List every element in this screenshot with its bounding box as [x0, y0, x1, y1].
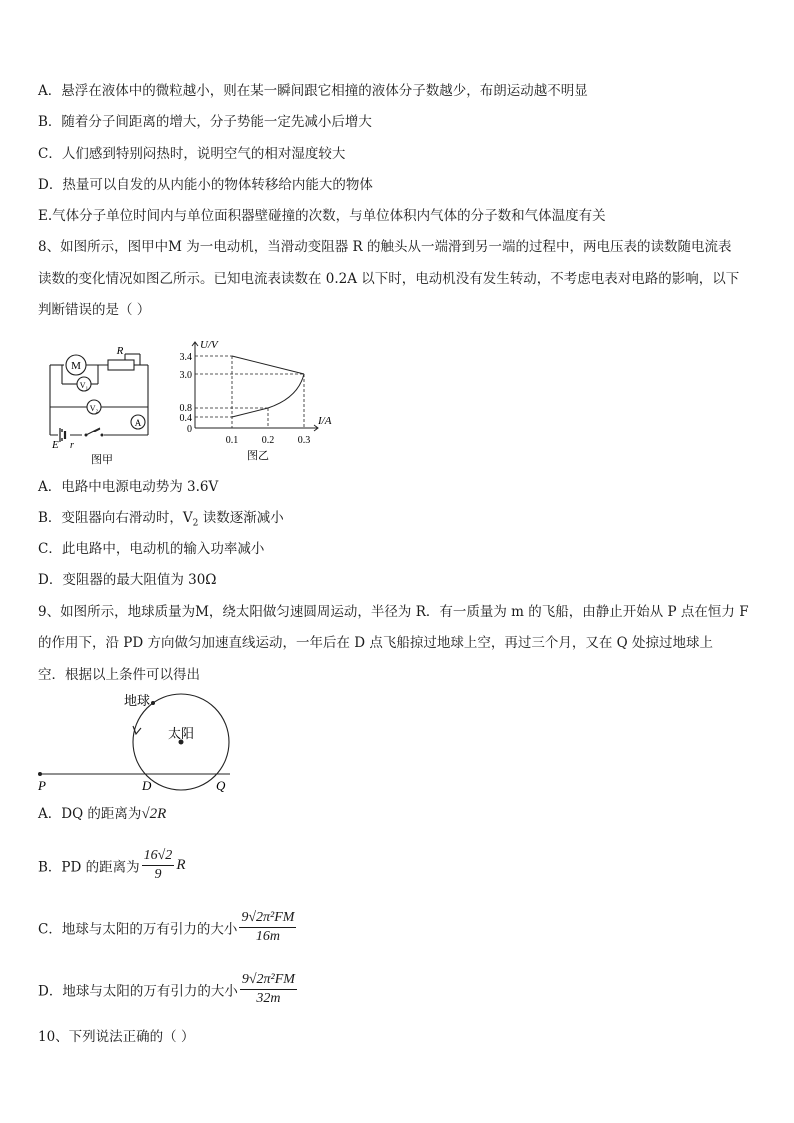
- q9-stem-line1: 9、如图所示，地球质量为M，绕太阳做匀速圆周运动，半径为 R．有一质量为 m 的飞船，由静止开始从 P 点在恒力 F: [38, 604, 749, 620]
- point-q-label: Q: [216, 778, 226, 793]
- ui-graph: [170, 336, 345, 468]
- fig-left-caption: 图甲: [91, 454, 113, 466]
- fig-right-caption: 图乙: [247, 450, 269, 462]
- ytick-3.4: 3.4: [179, 352, 192, 363]
- q9-stem-line3: 空．根据以上条件可以得出: [38, 667, 200, 683]
- q9-stem-line2: 的作用下，沿 PD 方向做匀加速直线运动，一年后在 D 点飞船掠过地球上空，再过三个月，又在 Q 处掠过地球上: [38, 635, 714, 651]
- q8-stem-line2: 读数的变化情况如图乙所示。已知电流表读数在 0.2A 以下时，电动机没有发生转动，不考虑电表对电路的影响，以下: [38, 271, 740, 287]
- q8-stem-line3: 判断错误的是（ ）: [38, 302, 151, 318]
- point-p-label: P: [38, 778, 46, 793]
- ytick-0.8: 0.8: [179, 403, 192, 414]
- q8-option-c: C．此电路中，电动机的输入功率减小: [38, 541, 265, 557]
- point-d-label: D: [142, 778, 152, 793]
- q7-option-b: B．随着分子间距离的增大，分子势能一定先减小后增大: [38, 114, 372, 130]
- q9-option-b: B．PD 的距离为 $\frac{16√2}{9}$ R: [38, 848, 186, 882]
- q9-option-c-fraction: $\frac{\text{9√2π²FM}}{16m}$: [241, 910, 295, 944]
- q8-option-b: B．变阻器向右滑动时，$V_2$ 读数逐渐减小: [38, 510, 284, 529]
- xtick-0.1: 0.1: [225, 435, 239, 446]
- graph-xlabel: I/A: [318, 415, 332, 427]
- q9-option-d-fraction: $\frac{\text{9√2π²FM}}{32m}$: [241, 972, 295, 1006]
- q7-option-a: A．悬浮在液体中的微粒越小，则在某一瞬间跟它相撞的液体分子数越少，布朗运动越不明显: [38, 83, 588, 99]
- q8-option-d: D．变阻器的最大阻值为 30Ω: [38, 572, 217, 588]
- graph-ylabel: U/V: [200, 339, 218, 351]
- q9-option-a: A．DQ 的距离为√2R: [38, 806, 167, 822]
- ytick-3.0: 3.0: [179, 370, 192, 381]
- q9-option-c: C．地球与太阳的万有引力的大小 $\frac{\text{9√2π²FM}}{16m}$: [38, 910, 295, 944]
- emf-label: E: [52, 439, 59, 451]
- q10-stem: 10、下列说法正确的（ ）: [38, 1029, 195, 1045]
- q7-option-d: D．热量可以自发的从内能小的物体转移给内能大的物体: [38, 177, 373, 193]
- circuit-diagram: [40, 340, 160, 468]
- ammeter-label: A: [134, 418, 142, 428]
- internal-r-label: r: [70, 440, 74, 451]
- xtick-0.3: 0.3: [297, 435, 311, 446]
- q9-option-d: D．地球与太阳的万有引力的大小 $\frac{\text{9√2π²FM}}{32m}$: [38, 972, 295, 1006]
- q9-option-b-fraction: $\frac{16√2}{9}$: [143, 848, 173, 882]
- xtick-0.2: 0.2: [261, 435, 275, 446]
- v2-label: V₂: [89, 404, 99, 413]
- q7-option-e: E.气体分子单位时间内与单位面积器壁碰撞的次数，与单位体积内气体的分子数和气体温度有关: [38, 208, 606, 224]
- q9-option-a-math: √2R: [141, 806, 167, 822]
- q7-option-c: C．人们感到特别闷热时，说明空气的相对湿度较大: [38, 146, 346, 162]
- v1-label: V₁: [79, 381, 89, 390]
- motor-label: M: [71, 360, 81, 372]
- ytick-0: 0: [187, 424, 192, 435]
- ytick-0.4: 0.4: [179, 413, 192, 424]
- earth-label: 地球: [124, 693, 151, 708]
- q8-option-a: A．电路中电源电动势为 3.6V: [38, 479, 219, 495]
- resistor-label: R: [116, 345, 124, 357]
- q8-stem-line1: 8、如图所示，图甲中M 为一电动机，当滑动变阻器 R 的触头从一端滑到另一端的过程中，两电压表的读数随电流表: [38, 239, 732, 255]
- orbit-diagram: [30, 688, 250, 798]
- sun-label: 太阳: [168, 726, 195, 741]
